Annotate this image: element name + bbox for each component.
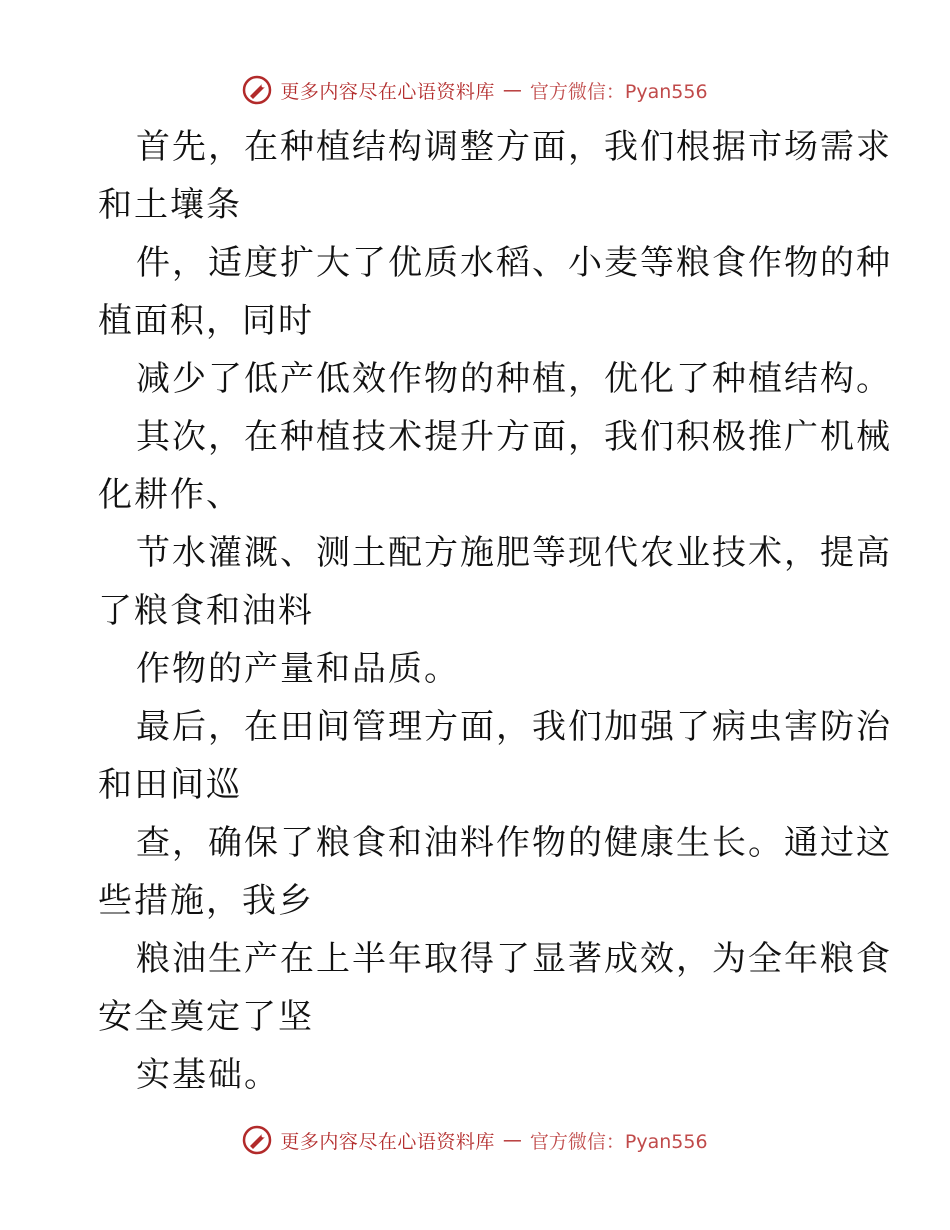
watermark-site-text: 更多内容尽在心语资料库 <box>280 80 495 103</box>
header-watermark <box>0 72 950 108</box>
text-line: 和土壤条 <box>98 185 242 225</box>
footer-watermark <box>0 1122 950 1158</box>
text-line: 些措施，我乡 <box>98 881 314 921</box>
watermark-separator: — <box>502 79 522 101</box>
text-line: 首先，在种植结构调整方面，我们根据市场需求 <box>136 127 892 167</box>
watermark-separator: — <box>502 1129 522 1151</box>
text-line: 化耕作、 <box>98 475 242 515</box>
text-line: 查，确保了粮食和油料作物的健康生长。通过这 <box>136 823 892 863</box>
text-line: 粮油生产在上半年取得了显著成效，为全年粮食 <box>136 939 892 979</box>
watermark-wechat-text: 官方微信：Pyan556 <box>529 80 708 103</box>
text-line: 其次，在种植技术提升方面，我们积极推广机械 <box>136 417 892 457</box>
text-line: 节水灌溉、测土配方施肥等现代农业技术，提高 <box>136 533 892 573</box>
watermark-wechat-text: 官方微信：Pyan556 <box>529 1130 708 1153</box>
text-line: 植面积，同时 <box>98 301 314 341</box>
text-line: 安全奠定了坚 <box>98 997 314 1037</box>
logo-icon <box>242 1125 272 1155</box>
watermark-site-text: 更多内容尽在心语资料库 <box>280 1130 495 1153</box>
text-line: 作物的产量和品质。 <box>136 649 460 689</box>
document-body <box>98 118 892 1104</box>
text-line: 和田间巡 <box>98 765 242 805</box>
text-line: 减少了低产低效作物的种植，优化了种植结构。 <box>136 359 892 399</box>
text-line: 最后，在田间管理方面，我们加强了病虫害防治 <box>136 707 892 747</box>
text-line: 实基础。 <box>136 1055 280 1095</box>
text-line: 了粮食和油料 <box>98 591 314 631</box>
text-line: 件，适度扩大了优质水稻、小麦等粮食作物的种 <box>136 243 892 283</box>
logo-icon <box>242 75 272 105</box>
